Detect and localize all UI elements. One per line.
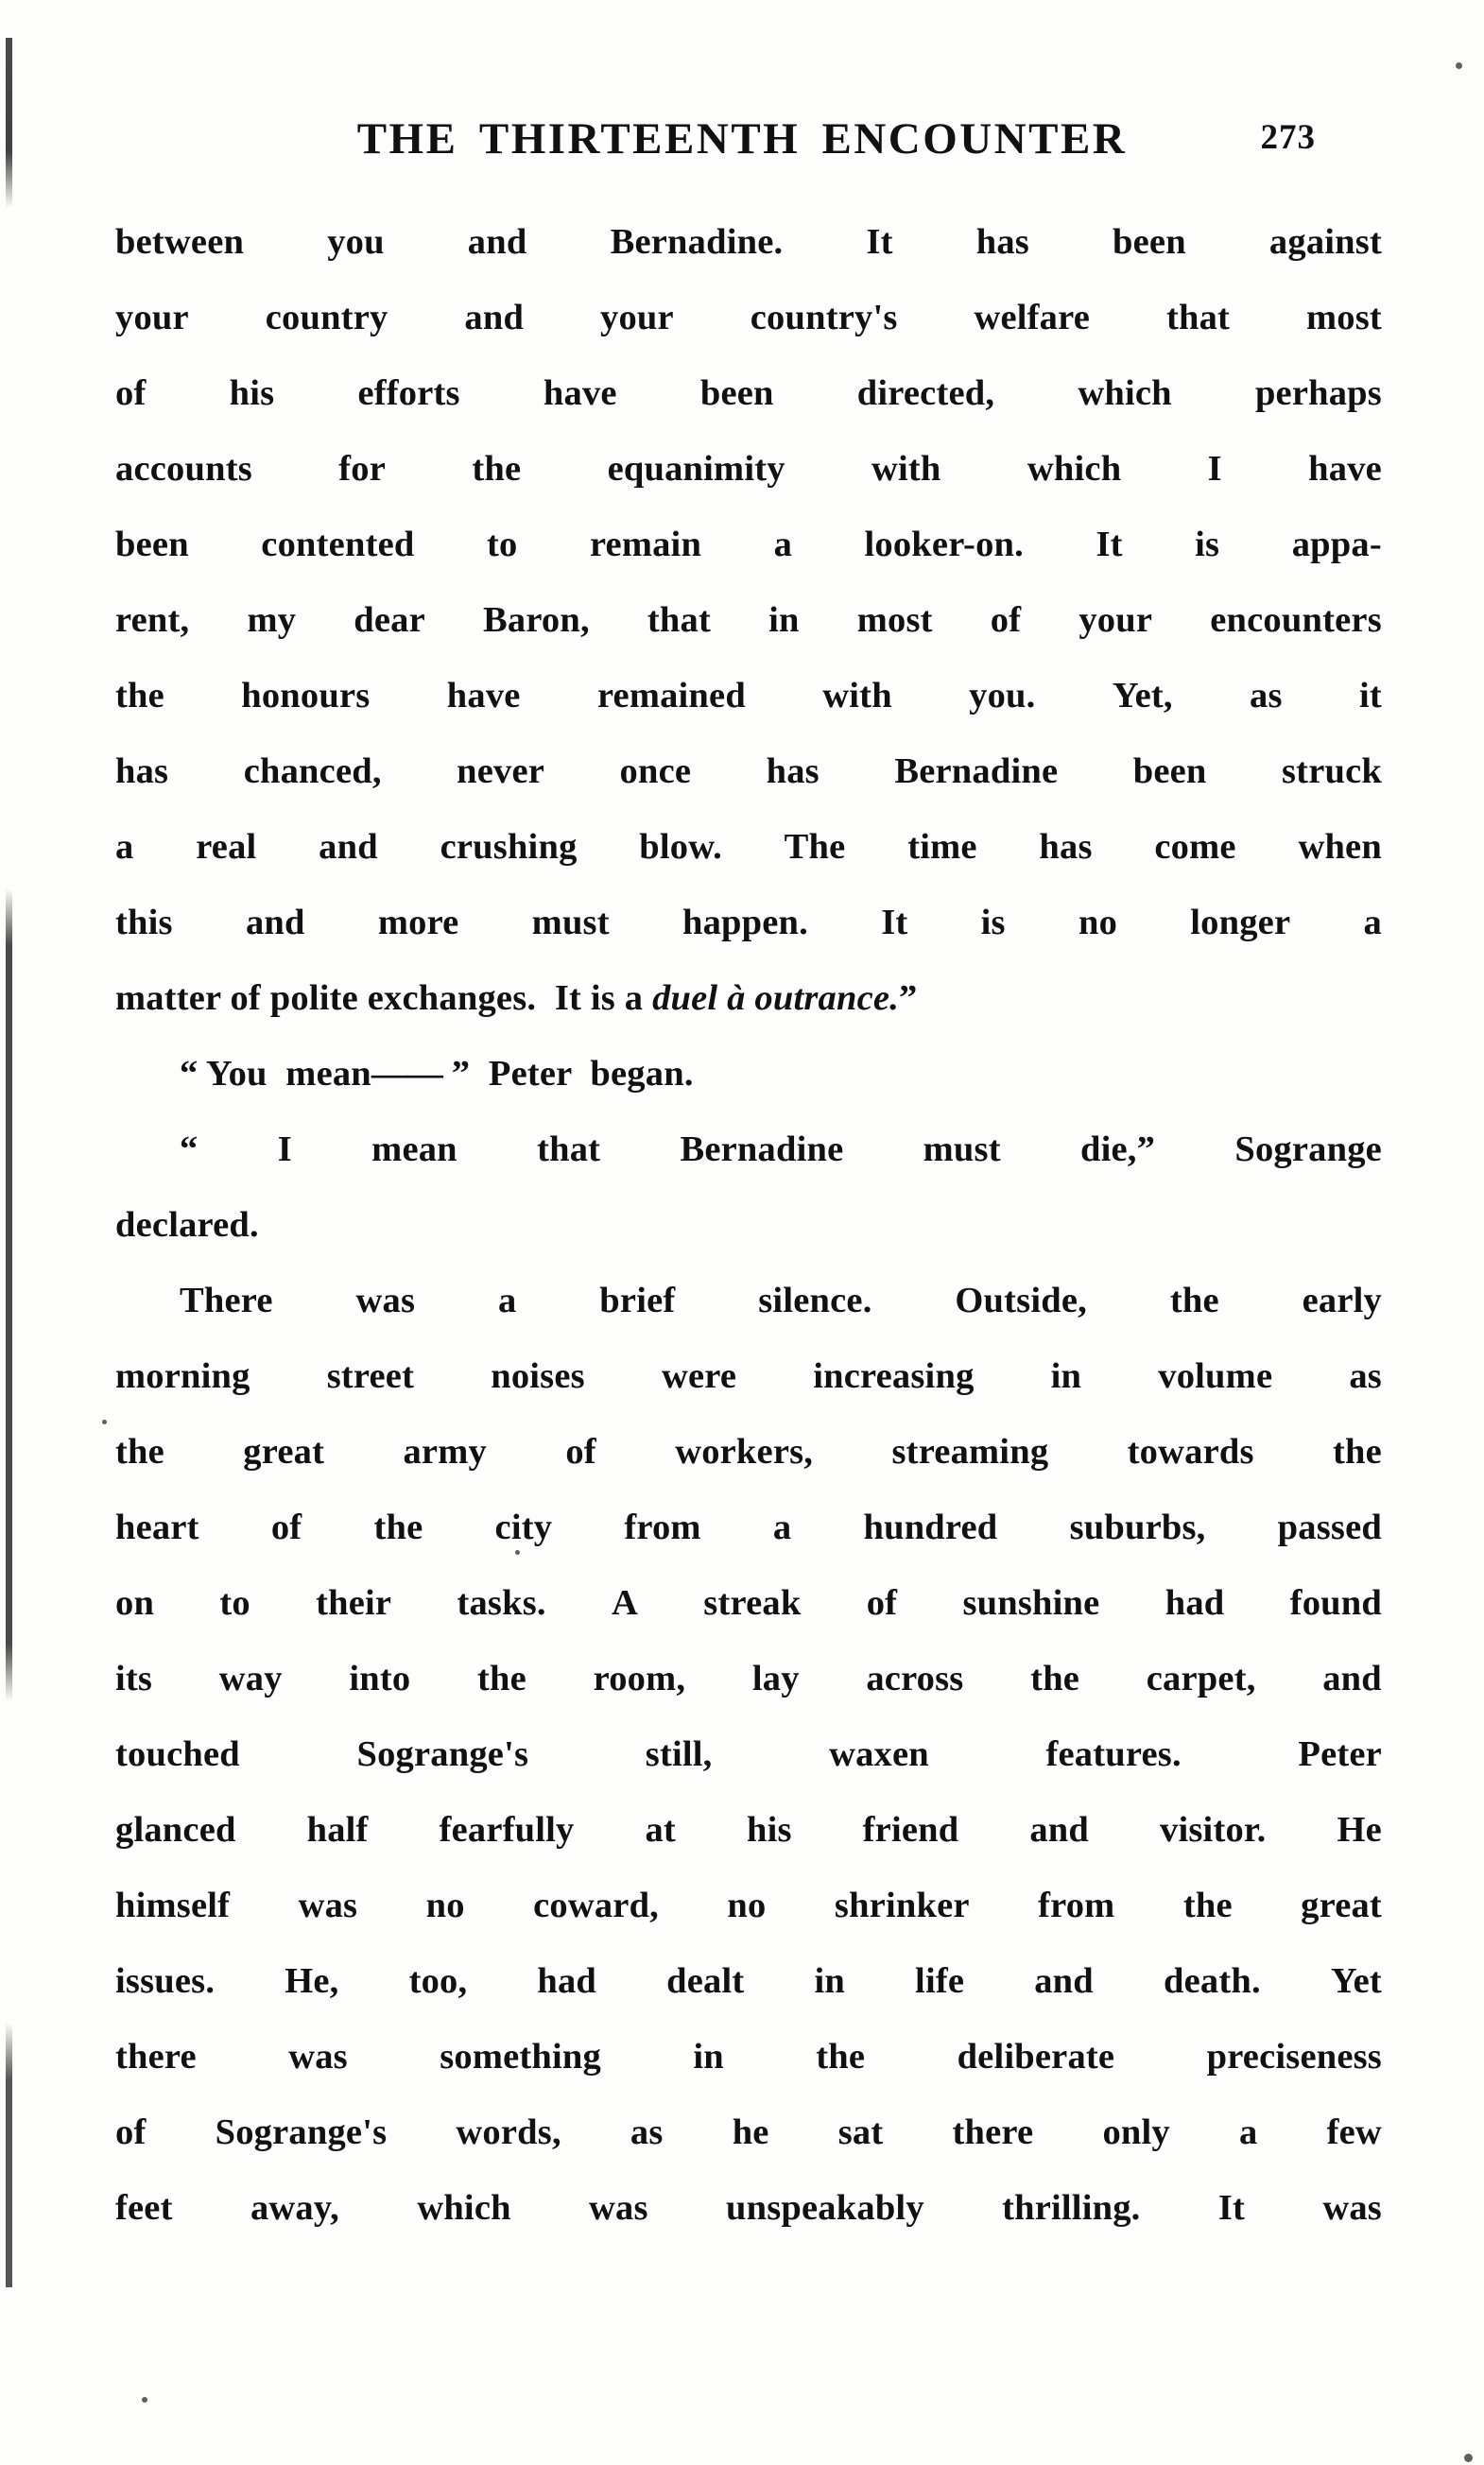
word: too,: [408, 1961, 468, 2001]
word: glanced: [115, 1810, 236, 1850]
word: with: [871, 449, 941, 489]
word: with: [822, 676, 892, 715]
word: army: [403, 1432, 487, 1472]
word: looker-on.: [864, 525, 1024, 564]
word: at: [645, 1810, 676, 1850]
word: happen.: [682, 903, 808, 942]
word: the: [1182, 1886, 1233, 1925]
text-line: [115, 2094, 1382, 2170]
word: most: [1305, 298, 1382, 337]
text-line: [115, 1036, 1382, 1112]
word: had: [537, 1961, 597, 2001]
word: of: [866, 1583, 898, 1623]
word: once: [619, 751, 692, 791]
word: time: [907, 827, 977, 867]
word: issues.: [115, 1961, 216, 2001]
word: have: [1308, 449, 1382, 489]
word: your: [115, 298, 189, 337]
scan-binding-shadow: [6, 38, 12, 2287]
text-line: [115, 1943, 1382, 2019]
word: has: [766, 751, 820, 791]
word: It: [1217, 2188, 1246, 2228]
word: It: [881, 903, 908, 942]
word: into: [349, 1659, 411, 1698]
word: a: [115, 827, 134, 867]
text-line: [115, 280, 1382, 355]
word: coward,: [533, 1886, 660, 1925]
word: something: [440, 2037, 601, 2077]
word: streaming: [891, 1432, 1049, 1472]
word: “ You mean: [180, 1054, 371, 1094]
word: never: [457, 751, 545, 791]
word: there: [952, 2112, 1034, 2152]
word: against: [1268, 222, 1382, 262]
word: I: [277, 1129, 292, 1169]
word: and: [319, 827, 378, 867]
word: workers,: [675, 1432, 814, 1472]
word: away,: [250, 2188, 339, 2228]
word: this: [115, 903, 173, 942]
word: real: [196, 827, 257, 867]
word: of: [270, 1508, 302, 1547]
word: and: [464, 298, 525, 337]
word: himself: [115, 1886, 231, 1925]
word: the: [373, 1508, 423, 1547]
word: of: [115, 2112, 147, 2152]
word: and: [1034, 1961, 1094, 2001]
word: great: [1301, 1886, 1382, 1925]
word: chanced,: [243, 751, 382, 791]
word: Sogrange's: [215, 2112, 388, 2152]
word: volume: [1158, 1356, 1273, 1396]
word: and: [467, 222, 527, 262]
word: silence.: [758, 1281, 872, 1320]
text-line: [115, 1565, 1382, 1641]
word: no: [1078, 903, 1118, 942]
word: is: [1195, 525, 1220, 564]
text-line: [115, 733, 1382, 809]
word: the: [115, 1432, 164, 1472]
word: words,: [456, 2112, 561, 2152]
body-text: [115, 204, 1382, 2246]
paragraph: [115, 1263, 1382, 2246]
text-line: [115, 1263, 1382, 1338]
line-tail: ” Peter began.: [441, 1054, 694, 1094]
word: and: [1029, 1810, 1090, 1850]
line-tail: ”: [899, 978, 918, 1018]
word: mean: [371, 1129, 457, 1169]
word: from: [624, 1508, 701, 1547]
word: waxen: [829, 1734, 929, 1774]
word: which: [417, 2188, 511, 2228]
paragraph: [115, 1112, 1382, 1263]
word: your: [1078, 600, 1153, 640]
word: only: [1102, 2112, 1170, 2152]
word: I: [1207, 449, 1222, 489]
text-line: [115, 1641, 1382, 1716]
word: passed: [1277, 1508, 1382, 1547]
word: that: [647, 600, 712, 640]
text-line: [115, 1112, 1382, 1187]
word: appa-: [1291, 525, 1382, 564]
scan-speck: [102, 1420, 107, 1424]
word: Outside,: [955, 1281, 1087, 1320]
word: increasing: [813, 1356, 975, 1396]
word: in: [1050, 1356, 1082, 1396]
word: that: [1165, 298, 1231, 337]
word: was: [298, 1886, 358, 1925]
word: shrinker: [834, 1886, 970, 1925]
word: sat: [837, 2112, 884, 2152]
word: found: [1289, 1583, 1382, 1623]
word: longer: [1190, 903, 1291, 942]
word: the: [1030, 1659, 1080, 1698]
word: been: [115, 525, 189, 564]
word: There: [180, 1281, 273, 1320]
word: has: [975, 222, 1029, 262]
text-line: [115, 960, 1382, 1036]
word: accounts: [115, 449, 252, 489]
word: death.: [1163, 1961, 1261, 2001]
word: my: [247, 600, 297, 640]
word: was: [589, 2188, 648, 2228]
word: touched: [115, 1734, 240, 1774]
word: a: [1238, 2112, 1258, 2152]
word: between: [115, 222, 245, 262]
word: their: [316, 1583, 392, 1623]
word: matter of polite exchanges. It is a: [115, 978, 653, 1018]
word: have: [543, 373, 617, 413]
word: few: [1326, 2112, 1382, 2152]
page-number: 273: [1260, 118, 1316, 157]
word: country: [265, 298, 388, 337]
word: been: [699, 373, 774, 413]
word: Bernadine: [894, 751, 1059, 791]
word: equanimity: [607, 449, 785, 489]
word: of: [990, 600, 1022, 640]
text-line: [115, 1490, 1382, 1565]
word: die,”: [1080, 1129, 1156, 1169]
text-line: [115, 431, 1382, 507]
word: been: [1132, 751, 1207, 791]
word: It: [866, 222, 893, 262]
word: a: [773, 525, 793, 564]
word: as: [1250, 676, 1283, 715]
word: is: [980, 903, 1006, 942]
word: hundred: [863, 1508, 998, 1547]
word: in: [814, 1961, 845, 2001]
paragraph: [115, 1036, 1382, 1112]
word: streak: [703, 1583, 802, 1623]
scan-speck: [142, 2397, 147, 2403]
running-head-title: THE THIRTEENTH ENCOUNTER: [356, 114, 1128, 164]
word: across: [866, 1659, 964, 1698]
word: Yet,: [1112, 676, 1173, 715]
word: feet: [115, 2188, 173, 2228]
word: the: [115, 676, 164, 715]
scan-speck: [1464, 2454, 1473, 2462]
word: which: [1027, 449, 1122, 489]
word: you.: [969, 676, 1036, 715]
word: he: [732, 2112, 769, 2152]
word: his: [229, 373, 275, 413]
word: crushing: [440, 827, 578, 867]
word: Sogrange: [1234, 1129, 1382, 1169]
word: preciseness: [1206, 2037, 1382, 2077]
word: as: [1349, 1356, 1382, 1396]
word: life: [915, 1961, 965, 2001]
text-line: [115, 1414, 1382, 1490]
word: as: [630, 2112, 664, 2152]
word: dealt: [666, 1961, 745, 2001]
word: thrilling.: [1002, 2188, 1141, 2228]
word: on: [115, 1583, 155, 1623]
word: more: [377, 903, 459, 942]
word: sunshine: [962, 1583, 1100, 1623]
word: of: [565, 1432, 596, 1472]
word: blow.: [639, 827, 722, 867]
text-line: [115, 2170, 1382, 2246]
word: features.: [1045, 1734, 1182, 1774]
word: fearfully: [439, 1810, 575, 1850]
word: It: [1096, 525, 1123, 564]
word: still,: [645, 1734, 713, 1774]
word: for: [338, 449, 386, 489]
word: dear: [354, 600, 425, 640]
word: the: [477, 1659, 526, 1698]
word: “: [180, 1129, 198, 1169]
word: encounters: [1210, 600, 1382, 640]
word: half: [306, 1810, 369, 1850]
word: street: [326, 1356, 415, 1396]
word: its: [115, 1659, 153, 1698]
word: was: [355, 1281, 416, 1320]
word: unspeakably: [726, 2188, 924, 2228]
word: Peter: [1298, 1734, 1382, 1774]
word: He: [1337, 1810, 1382, 1850]
word: noises: [491, 1356, 585, 1396]
word: that: [537, 1129, 601, 1169]
word: Baron,: [483, 600, 590, 640]
word: remain: [589, 525, 702, 564]
text-line: [115, 1792, 1382, 1868]
word: A: [612, 1583, 639, 1623]
word: friend: [862, 1810, 959, 1850]
word: remained: [596, 676, 746, 715]
word: welfare: [974, 298, 1091, 337]
word: and: [245, 903, 305, 942]
word: Bernadine.: [610, 222, 784, 262]
word: visitor.: [1160, 1810, 1267, 1850]
word: brief: [599, 1281, 676, 1320]
word: his: [746, 1810, 792, 1850]
word: early: [1302, 1281, 1382, 1320]
word: there: [115, 2037, 197, 2077]
word: has: [1039, 827, 1093, 867]
word: Sogrange's: [356, 1734, 529, 1774]
word: rent,: [115, 600, 190, 640]
italic-phrase: duel à outrance.: [652, 978, 900, 1018]
word: directed,: [856, 373, 995, 413]
word: were: [661, 1356, 737, 1396]
word: been: [1113, 222, 1186, 262]
word: city: [494, 1508, 553, 1547]
word: no: [727, 1886, 767, 1925]
text-line: [115, 1187, 1382, 1263]
text-line: [115, 355, 1382, 431]
word: when: [1298, 827, 1382, 867]
word: from: [1038, 1886, 1115, 1925]
word: it: [1359, 676, 1382, 715]
text-line: [115, 507, 1382, 582]
word: most: [856, 600, 933, 640]
word: the: [816, 2037, 866, 2077]
word: He,: [285, 1961, 339, 2001]
text-line: [115, 1868, 1382, 1943]
word: deliberate: [957, 2037, 1115, 2077]
text-line: [115, 1716, 1382, 1792]
word: was: [1322, 2188, 1382, 2228]
word: perhaps: [1254, 373, 1382, 413]
word: tasks.: [457, 1583, 546, 1623]
text-line: [115, 1338, 1382, 1414]
word: the: [1333, 1432, 1382, 1472]
word: a: [498, 1281, 517, 1320]
scan-speck: [1456, 62, 1462, 69]
text-line: [115, 582, 1382, 658]
word: had: [1165, 1583, 1225, 1623]
word: must: [531, 903, 610, 942]
word: Yet: [1330, 1961, 1382, 2001]
word: was: [288, 2037, 348, 2077]
word: carpet,: [1146, 1659, 1256, 1698]
word: way: [218, 1659, 283, 1698]
word: great: [243, 1432, 325, 1472]
word: a: [772, 1508, 792, 1547]
word: room,: [593, 1659, 686, 1698]
word: suburbs,: [1069, 1508, 1206, 1547]
text-line: [115, 204, 1382, 280]
em-dash-run: ——: [371, 1054, 442, 1094]
word: you: [327, 222, 385, 262]
word: contented: [261, 525, 415, 564]
word: must: [923, 1129, 1001, 1169]
word: morning: [115, 1356, 250, 1396]
word: to: [219, 1583, 250, 1623]
paragraph: [115, 204, 1382, 1036]
word: a: [1363, 903, 1382, 942]
word: The: [784, 827, 846, 867]
word: honours: [241, 676, 371, 715]
word: in: [693, 2037, 724, 2077]
word: country's: [750, 298, 898, 337]
word: to: [486, 525, 518, 564]
text-line: [115, 809, 1382, 885]
word: struck: [1281, 751, 1382, 791]
word: Bernadine: [680, 1129, 844, 1169]
word: have: [446, 676, 521, 715]
word: come: [1154, 827, 1236, 867]
word: no: [425, 1886, 465, 1925]
word: lay: [751, 1659, 800, 1698]
word: efforts: [357, 373, 460, 413]
word: towards: [1127, 1432, 1254, 1472]
word: heart: [115, 1508, 199, 1547]
word: which: [1078, 373, 1172, 413]
text-line: [115, 885, 1382, 960]
word: has: [115, 751, 169, 791]
text-line: [115, 658, 1382, 733]
word: and: [1322, 1659, 1382, 1698]
word: in: [768, 600, 800, 640]
word: the: [472, 449, 522, 489]
word: declared.: [115, 1205, 259, 1245]
word: your: [600, 298, 674, 337]
word: the: [1169, 1281, 1219, 1320]
text-line: [115, 2019, 1382, 2094]
word: of: [115, 373, 147, 413]
